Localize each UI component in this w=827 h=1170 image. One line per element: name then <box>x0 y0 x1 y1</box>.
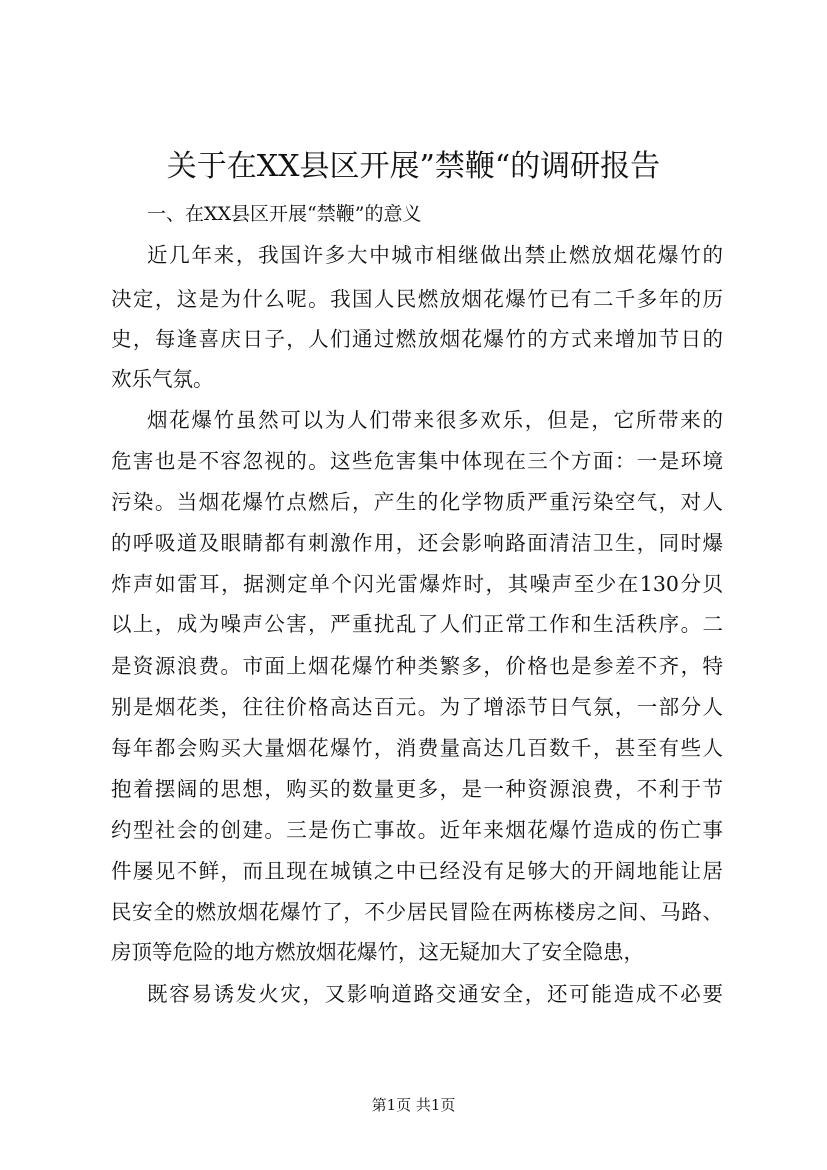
paragraph-line: 决定，这是为什么呢。我国人民燃放烟花爆竹已有二千多年的历 <box>111 287 723 311</box>
paragraph-line: 房顶等危险的地方燃放烟花爆竹，这无疑加大了安全隐患， <box>111 940 644 964</box>
paragraph-line: 别是烟花类，往往价格高达百元。为了增添节日气氛，一部分人 <box>111 695 723 719</box>
document-title: 关于在XX县区开展”禁鞭“的调研报告 <box>166 149 661 184</box>
paragraph-line: 欢乐气氛。 <box>111 367 214 391</box>
paragraph-line: 污染。当烟花爆竹点燃后，产生的化学物质严重污染空气，对人 <box>111 490 723 514</box>
paragraph-line: 危害也是不容忽视的。这些危害集中体现在三个方面：一是环境 <box>111 449 723 473</box>
paragraph-line: 史，每逢喜庆日子，人们通过燃放烟花爆竹的方式来增加节日的 <box>111 327 723 351</box>
paragraph-line: 炸声如雷耳，据测定单个闪光雷爆炸时，其噪声至少在130分贝 <box>111 572 723 596</box>
paragraph-line: 近几年来，我国许多大中城市相继做出禁止燃放烟花爆竹的 <box>147 243 723 267</box>
paragraph-line: 民安全的燃放烟花爆竹了，不少居民冒险在两栋楼房之间、马路、 <box>111 900 723 924</box>
paragraph-line: 是资源浪费。市面上烟花爆竹种类繁多，价格也是参差不齐，特 <box>111 654 723 678</box>
paragraph-line: 约型社会的创建。三是伤亡事故。近年来烟花爆竹造成的伤亡事 <box>111 818 723 842</box>
section-heading: 一、在XX县区开展“禁鞭”的意义 <box>147 203 422 225</box>
paragraph-line: 以上，成为噪声公害，严重扰乱了人们正常工作和生活秩序。二 <box>111 612 723 636</box>
page-footer: 第1页 共1页 <box>371 1096 456 1114</box>
paragraph-line: 烟花爆竹虽然可以为人们带来很多欢乐，但是，它所带来的 <box>147 408 723 432</box>
paragraph-line: 每年都会购买大量烟花爆竹，消费量高达几百数千，甚至有些人 <box>111 736 723 760</box>
paragraph-line: 抱着摆阔的思想，购买的数量更多，是一种资源浪费，不利于节 <box>111 777 723 801</box>
paragraph-line: 既容易诱发火灾，又影响道路交通安全，还可能造成不必要 <box>147 982 723 1006</box>
paragraph-line: 的呼吸道及眼睛都有刺激作用，还会影响路面清洁卫生，同时爆 <box>111 531 723 555</box>
paragraph-line: 件屡见不鲜，而且现在城镇之中已经没有足够大的开阔地能让居 <box>111 859 723 883</box>
